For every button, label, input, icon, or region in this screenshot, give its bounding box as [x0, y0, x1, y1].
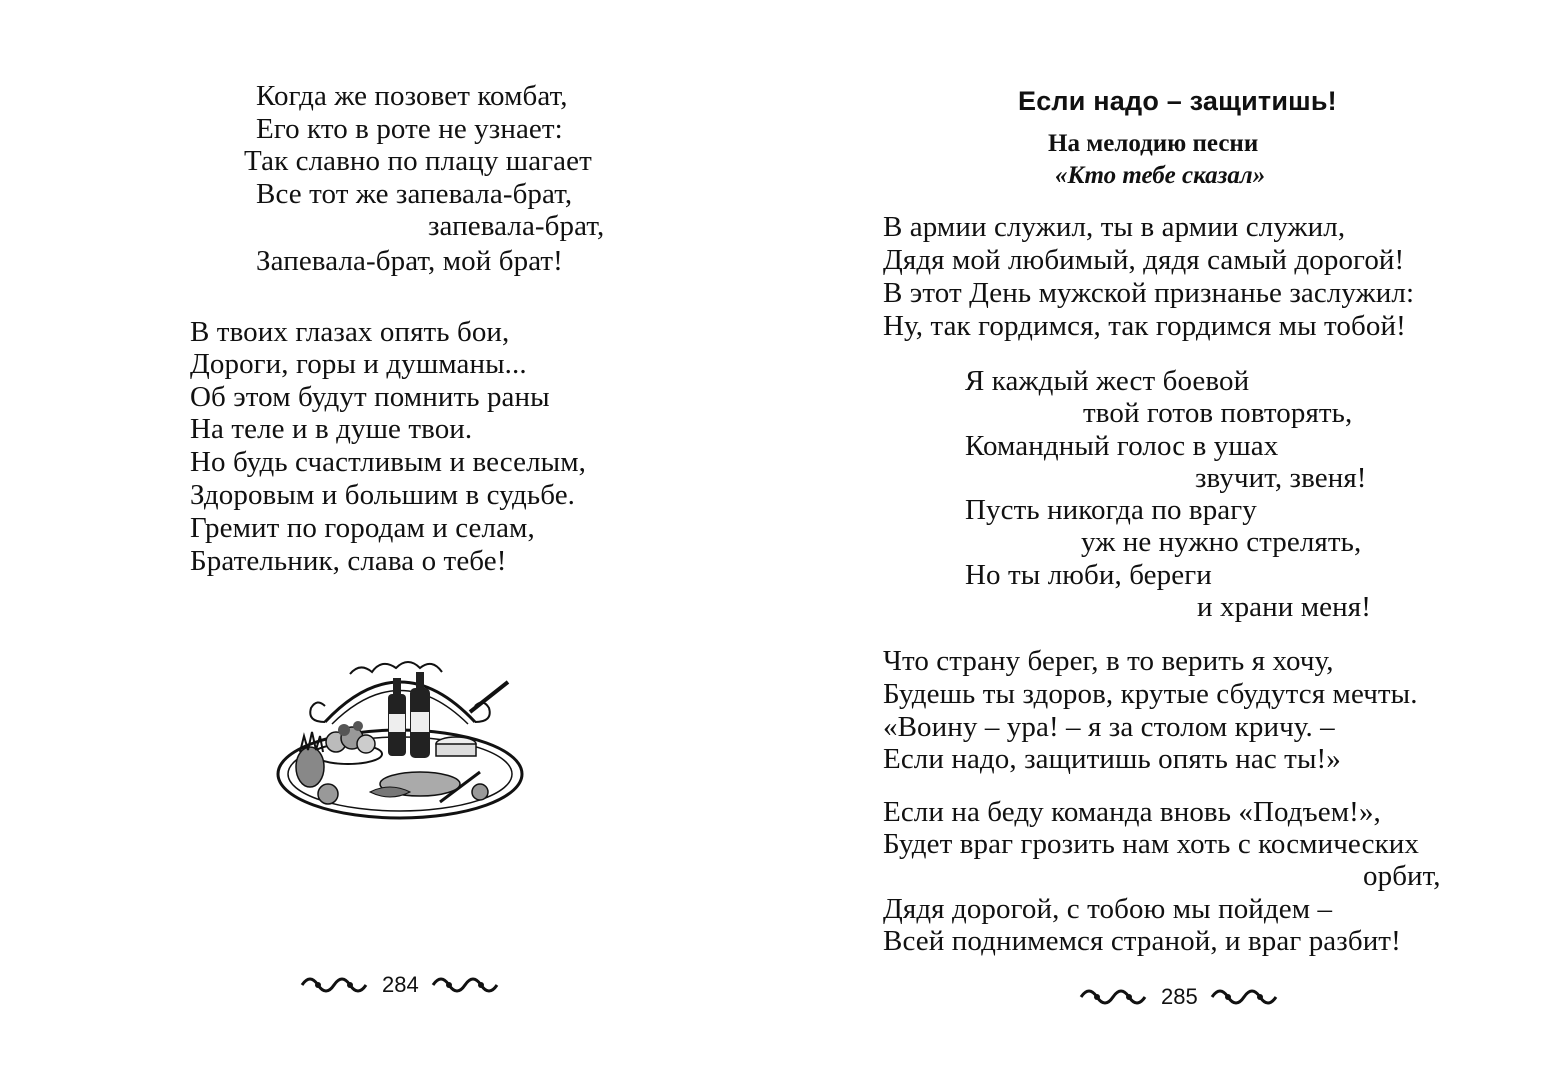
page-footer	[300, 972, 501, 998]
poem-line: Ну, так гордимся, так гордимся мы тобой!	[883, 310, 1406, 342]
poem-line: Будет враг грозить нам хоть с космических	[883, 828, 1419, 860]
poem-line: Будешь ты здоров, крутые сбудутся мечты.	[883, 678, 1418, 710]
poem-line: В твоих глазах опять бои,	[190, 316, 510, 348]
chorus-line: Я каждый жест боевой	[965, 365, 1250, 397]
poem-subtitle-song: «Кто тебе сказал»	[1055, 162, 1266, 189]
poem-line: Все тот же запевала-брат,	[256, 178, 573, 210]
poem-line: «Воину – ура! – я за столом кричу. –	[883, 711, 1335, 743]
poem-line: Так славно по плацу шагает	[244, 145, 592, 177]
left-page	[0, 0, 783, 1080]
poem-line: Гремит по городам и селам,	[190, 512, 535, 544]
poem-line: Об этом будут помнить раны	[190, 381, 550, 413]
chorus-line: твой готов повторять,	[1083, 397, 1353, 429]
poem-line: В этот День мужской признанье заслужил:	[883, 277, 1415, 309]
poem-line: Что страну берег, в то верить я хочу,	[883, 645, 1334, 677]
festive-table-vignette	[270, 652, 530, 827]
poem-line: Но будь счастливым и веселым,	[190, 446, 587, 478]
poem-line: Если на беду команда вновь «Подъем!»,	[883, 796, 1381, 828]
chorus-line: Пусть никогда по врагу	[965, 494, 1257, 526]
poem-line: Его кто в роте не узнает:	[256, 113, 563, 145]
page-number: 284	[382, 972, 419, 997]
chorus-line: звучит, звеня!	[1195, 462, 1367, 494]
poem-line: На теле и в душе твои.	[190, 413, 473, 445]
poem-line: орбит,	[1363, 860, 1441, 892]
chorus-line: Но ты люби, береги	[965, 559, 1212, 591]
poem-line: Здоровым и большим в судьбе.	[190, 479, 576, 511]
poem-line: Всей поднимемся страной, и враг разбит!	[883, 925, 1401, 957]
poem-subtitle: На мелодию песни	[1048, 130, 1259, 157]
poem-line: запевала-брат,	[428, 210, 605, 242]
ornament-border-icon	[300, 973, 370, 997]
page-footer	[1079, 984, 1280, 1010]
page-number: 285	[1161, 984, 1198, 1009]
ornament-border-icon	[1079, 985, 1149, 1009]
poem-line: Если надо, защитишь опять нас ты!»	[883, 743, 1341, 775]
ornament-border-icon	[1210, 985, 1280, 1009]
right-page	[783, 0, 1567, 1080]
poem-line: Брательник, слава о тебе!	[190, 545, 507, 577]
poem-title: Если надо – защитишь!	[1018, 86, 1337, 116]
chorus-line: и храни меня!	[1197, 591, 1371, 623]
chorus-line: уж не нужно стрелять,	[1081, 526, 1362, 558]
poem-line: Дядя мой любимый, дядя самый дорогой!	[883, 244, 1405, 276]
poem-line: Дороги, горы и душманы...	[190, 348, 527, 380]
poem-line: Дядя дорогой, с тобою мы пойдем –	[883, 893, 1333, 925]
poem-line: Когда же позовет комбат,	[256, 80, 568, 112]
chorus-line: Командный голос в ушах	[965, 430, 1279, 462]
poem-line: В армии служил, ты в армии служил,	[883, 211, 1346, 243]
poem-line: Запевала-брат, мой брат!	[256, 245, 563, 277]
ornament-border-icon	[431, 973, 501, 997]
